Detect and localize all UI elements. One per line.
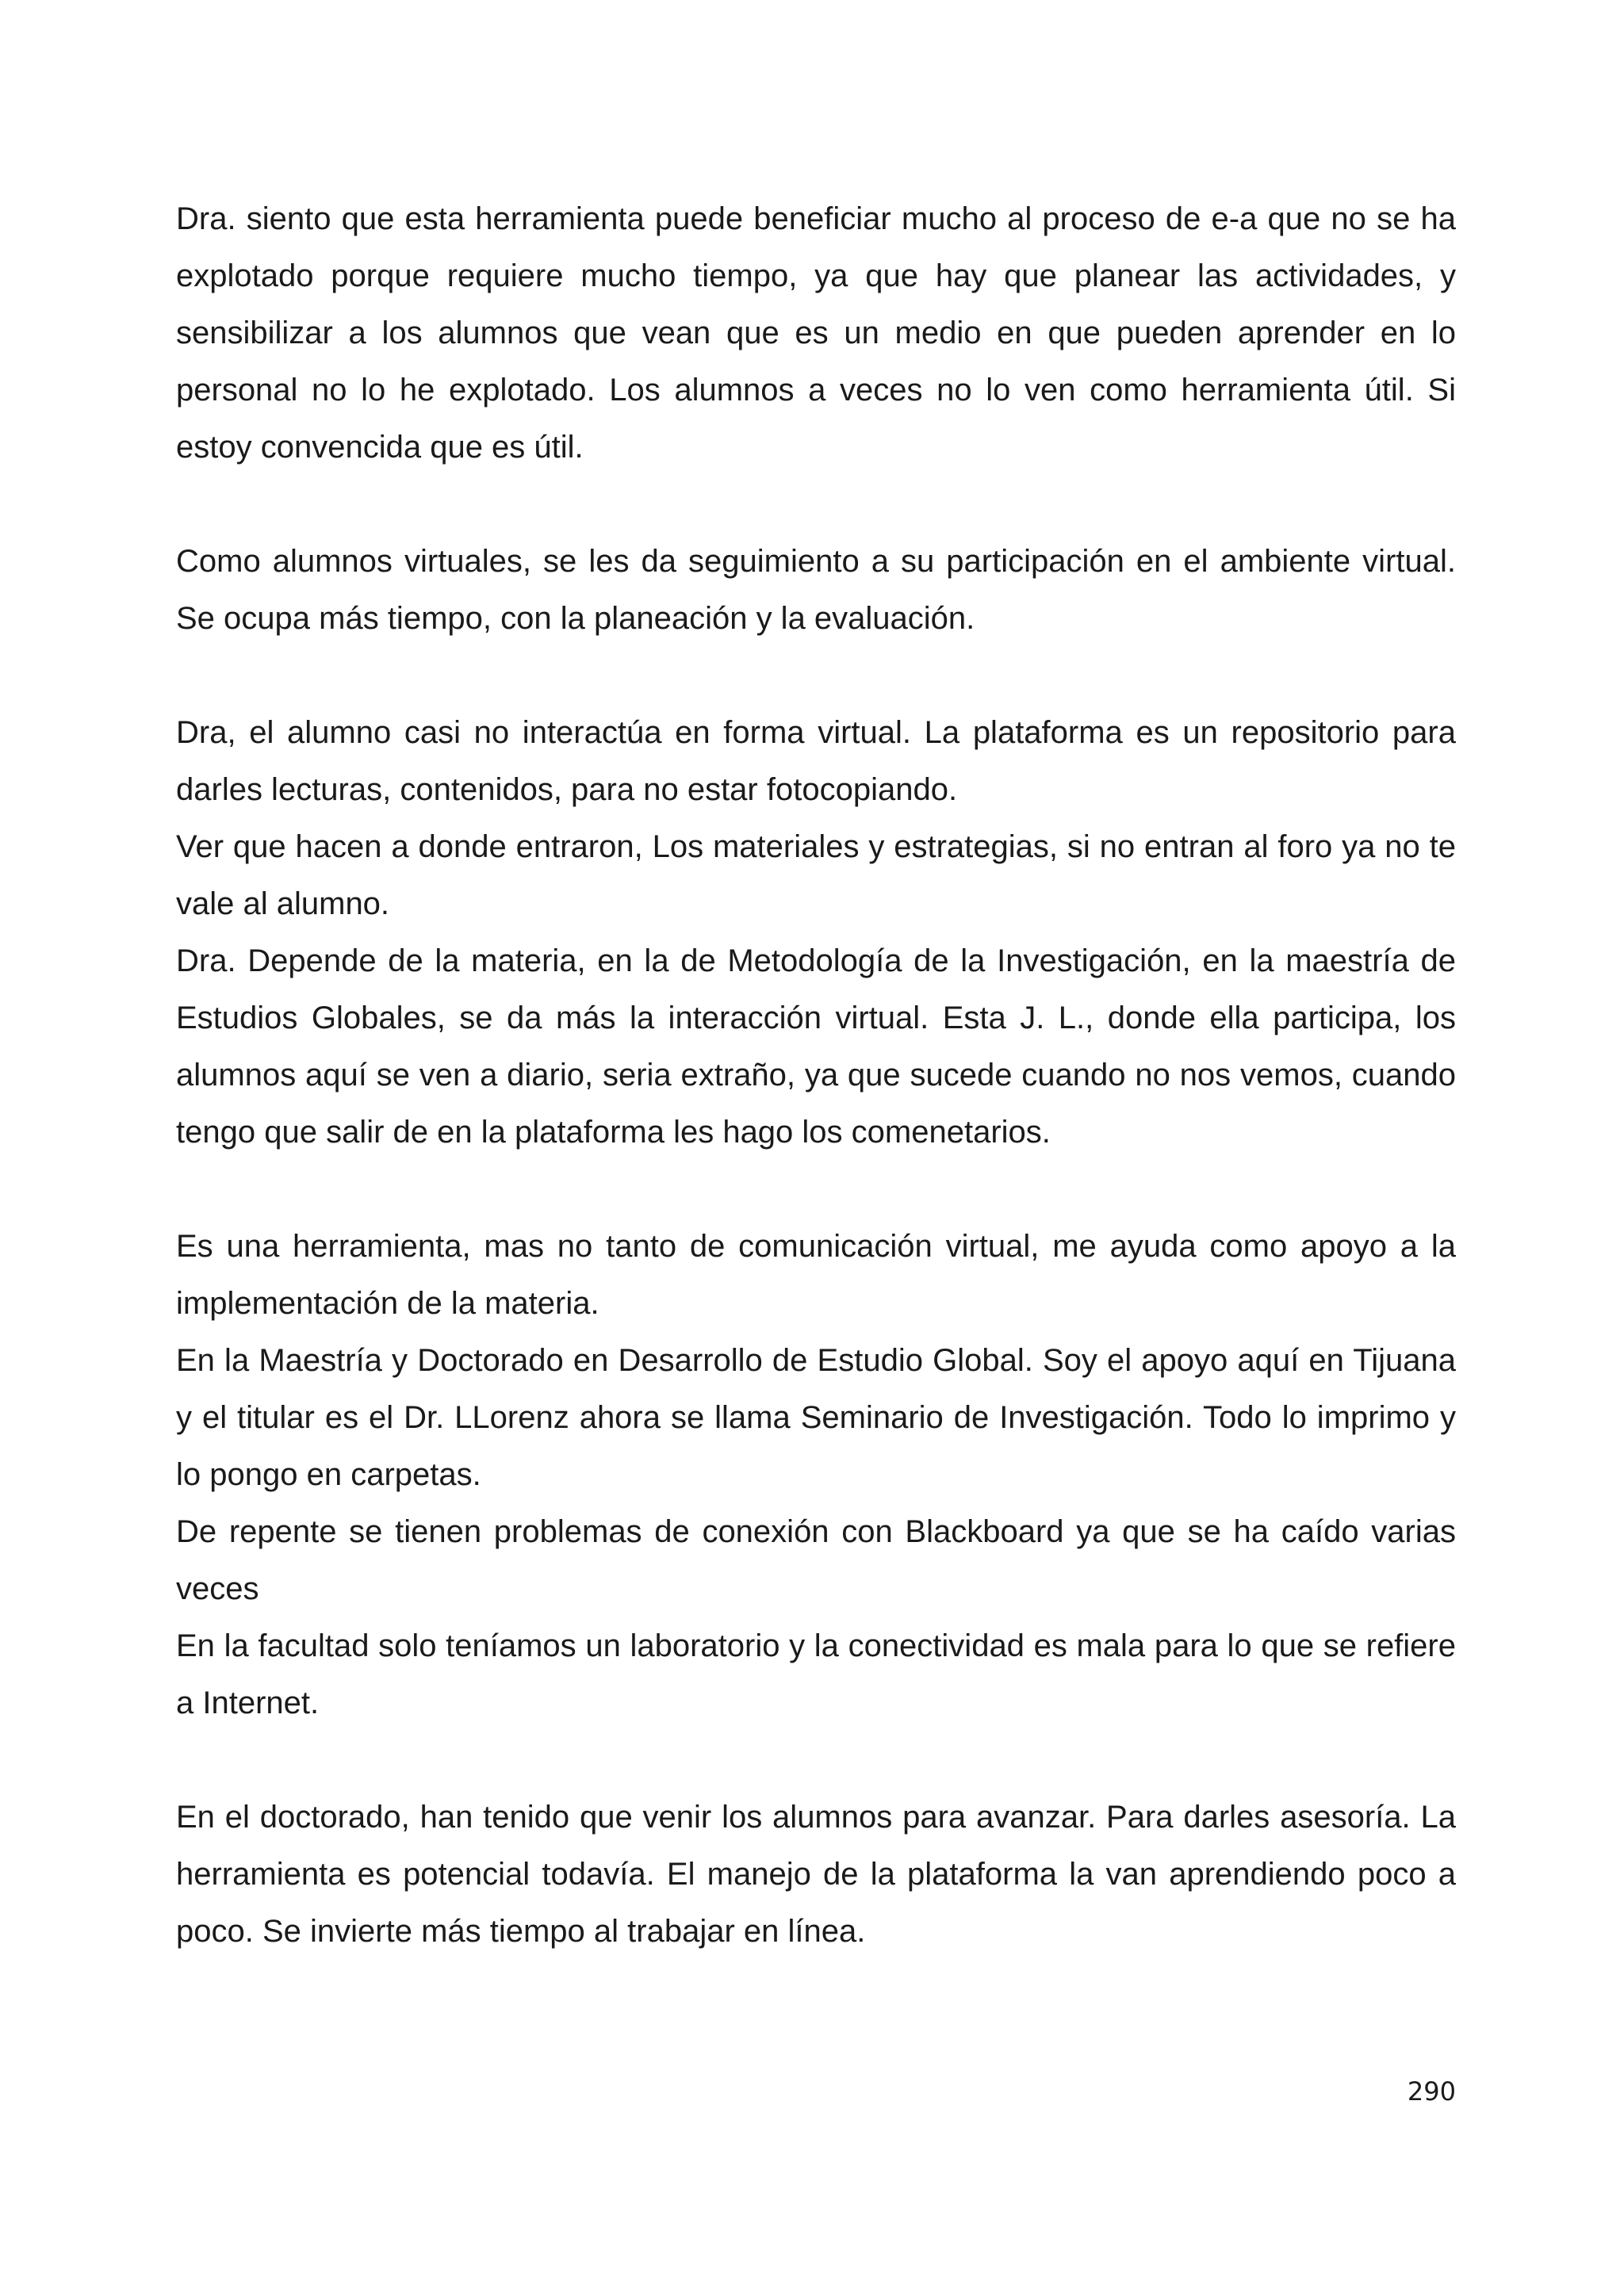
paragraph: Es una herramienta, mas no tanto de comunicación virtual, me ayuda como apoyo a la implementación de la materia. xyxy=(176,1229,1456,1321)
page-number: 290 xyxy=(1407,2076,1456,2107)
paragraph: En la facultad solo teníamos un laboratorio y la conectividad es mala para lo que se refiere a Internet. xyxy=(176,1628,1456,1720)
body-text xyxy=(176,190,1456,1960)
paragraph: Ver que hacen a donde entraron, Los materiales y estrategias, si no entran al foro ya no te vale al alumno. xyxy=(176,829,1456,921)
paragraph: En el doctorado, han tenido que venir los alumnos para avanzar. Para darles asesoría. La herramienta es potencial todavía. El manejo de la plataforma la van aprendiendo poco a poco. Se invierte más tiempo al trabajar en línea. xyxy=(176,1800,1456,1949)
paragraph: Como alumnos virtuales, se les da seguimiento a su participación en el ambiente virtual. Se ocupa más tiempo, con la planeación y la evaluación. xyxy=(176,544,1456,636)
paragraph: Dra, el alumno casi no interactúa en forma virtual. La plataforma es un repositorio para darles lecturas, contenidos, para no estar fotocopiando. xyxy=(176,715,1456,807)
paragraph: En la Maestría y Doctorado en Desarrollo de Estudio Global. Soy el apoyo aquí en Tijuana y el titular es el Dr. LLorenz ahora se llama Seminario de Investigación. Todo lo imprimo y lo pongo en carpetas. xyxy=(176,1343,1456,1492)
paragraph: Dra. Depende de la materia, en la de Metodología de la Investigación, en la maestría de Estudios Globales, se da más la interacción virtual. Esta J. L., donde ella participa, los alumnos aquí se ven a diario, seria extraño, ya que sucede cuando no nos vemos, cuando tengo que salir de en la plataforma les hago los comenetarios. xyxy=(176,943,1456,1150)
paragraph: De repente se tienen problemas de conexión con Blackboard ya que se ha caído varias veces xyxy=(176,1514,1456,1606)
paragraph: Dra. siento que esta herramienta puede beneficiar mucho al proceso de e-a que no se ha explotado porque requiere mucho tiempo, ya que hay que planear las actividades, y sensibilizar a los alumnos que vean que es un medio en que pueden aprender en lo personal no lo he explotado. Los alumnos a veces no lo ven como herramienta útil. Si estoy convencida que es útil. xyxy=(176,201,1456,465)
